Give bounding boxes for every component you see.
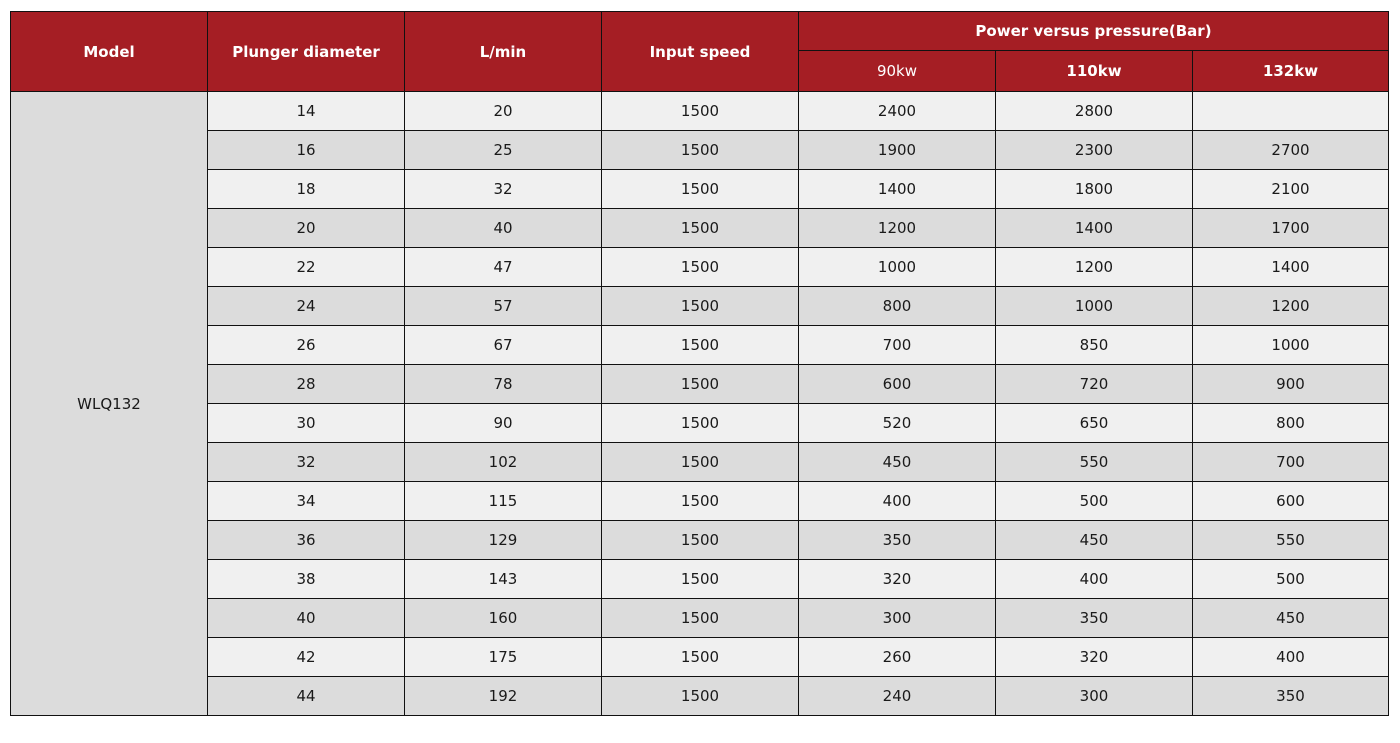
- power-90kw-cell: 450: [799, 443, 996, 482]
- plunger-diameter-cell: 38: [208, 560, 405, 599]
- power-110kw-cell: 1200: [996, 248, 1193, 287]
- power-110kw-cell: 320: [996, 638, 1193, 677]
- input-speed-cell: 1500: [602, 365, 799, 404]
- flow-cell: 20: [405, 92, 602, 131]
- table-row: [11, 170, 1389, 209]
- flow-cell: 160: [405, 599, 602, 638]
- header-plunger-diameter: Plunger diameter: [208, 12, 405, 92]
- input-speed-cell: 1500: [602, 638, 799, 677]
- header-model: Model: [11, 12, 208, 92]
- table-row: [11, 638, 1389, 677]
- power-132kw-cell: 550: [1193, 521, 1389, 560]
- header-power-90kw: 90kw: [799, 51, 996, 92]
- flow-cell: 90: [405, 404, 602, 443]
- plunger-diameter-cell: 28: [208, 365, 405, 404]
- flow-cell: 78: [405, 365, 602, 404]
- power-110kw-cell: 720: [996, 365, 1193, 404]
- power-110kw-cell: 2300: [996, 131, 1193, 170]
- power-90kw-cell: 240: [799, 677, 996, 716]
- header-flow: L/min: [405, 12, 602, 92]
- plunger-diameter-cell: 22: [208, 248, 405, 287]
- input-speed-cell: 1500: [602, 248, 799, 287]
- plunger-diameter-cell: 30: [208, 404, 405, 443]
- power-110kw-cell: 1000: [996, 287, 1193, 326]
- table-row: [11, 131, 1389, 170]
- power-110kw-cell: 850: [996, 326, 1193, 365]
- header-power-group: Power versus pressure(Bar): [799, 12, 1389, 51]
- pump-spec-table: [10, 11, 1389, 716]
- table-row: [11, 443, 1389, 482]
- input-speed-cell: 1500: [602, 404, 799, 443]
- power-132kw-cell: 1200: [1193, 287, 1389, 326]
- power-90kw-cell: 600: [799, 365, 996, 404]
- table-row: [11, 287, 1389, 326]
- plunger-diameter-cell: 20: [208, 209, 405, 248]
- power-132kw-cell: 800: [1193, 404, 1389, 443]
- input-speed-cell: 1500: [602, 521, 799, 560]
- table-row: [11, 248, 1389, 287]
- power-110kw-cell: 350: [996, 599, 1193, 638]
- flow-cell: 32: [405, 170, 602, 209]
- input-speed-cell: 1500: [602, 131, 799, 170]
- power-132kw-cell: 350: [1193, 677, 1389, 716]
- plunger-diameter-cell: 42: [208, 638, 405, 677]
- input-speed-cell: 1500: [602, 443, 799, 482]
- table-header: [11, 12, 1389, 92]
- model-cell: WLQ132: [11, 92, 208, 716]
- power-90kw-cell: 1900: [799, 131, 996, 170]
- power-110kw-cell: 1800: [996, 170, 1193, 209]
- power-110kw-cell: 2800: [996, 92, 1193, 131]
- plunger-diameter-cell: 26: [208, 326, 405, 365]
- power-90kw-cell: 1000: [799, 248, 996, 287]
- power-132kw-cell: 2100: [1193, 170, 1389, 209]
- power-110kw-cell: 650: [996, 404, 1193, 443]
- plunger-diameter-cell: 24: [208, 287, 405, 326]
- power-132kw-cell: 1000: [1193, 326, 1389, 365]
- input-speed-cell: 1500: [602, 326, 799, 365]
- power-132kw-cell: [1193, 92, 1389, 131]
- plunger-diameter-cell: 44: [208, 677, 405, 716]
- power-90kw-cell: 2400: [799, 92, 996, 131]
- input-speed-cell: 1500: [602, 170, 799, 209]
- power-132kw-cell: 700: [1193, 443, 1389, 482]
- flow-cell: 67: [405, 326, 602, 365]
- header-power-132kw: 132kw: [1193, 51, 1389, 92]
- flow-cell: 40: [405, 209, 602, 248]
- input-speed-cell: 1500: [602, 92, 799, 131]
- power-90kw-cell: 800: [799, 287, 996, 326]
- power-110kw-cell: 450: [996, 521, 1193, 560]
- plunger-diameter-cell: 16: [208, 131, 405, 170]
- table-row: [11, 521, 1389, 560]
- plunger-diameter-cell: 34: [208, 482, 405, 521]
- power-110kw-cell: 550: [996, 443, 1193, 482]
- power-90kw-cell: 300: [799, 599, 996, 638]
- power-132kw-cell: 1400: [1193, 248, 1389, 287]
- plunger-diameter-cell: 14: [208, 92, 405, 131]
- flow-cell: 25: [405, 131, 602, 170]
- table-row: [11, 92, 1389, 131]
- header-input-speed: Input speed: [602, 12, 799, 92]
- flow-cell: 115: [405, 482, 602, 521]
- power-132kw-cell: 900: [1193, 365, 1389, 404]
- header-power-110kw: 110kw: [996, 51, 1193, 92]
- power-132kw-cell: 500: [1193, 560, 1389, 599]
- power-132kw-cell: 600: [1193, 482, 1389, 521]
- input-speed-cell: 1500: [602, 599, 799, 638]
- power-90kw-cell: 1200: [799, 209, 996, 248]
- input-speed-cell: 1500: [602, 677, 799, 716]
- table-row: [11, 560, 1389, 599]
- power-90kw-cell: 1400: [799, 170, 996, 209]
- power-132kw-cell: 1700: [1193, 209, 1389, 248]
- flow-cell: 57: [405, 287, 602, 326]
- flow-cell: 192: [405, 677, 602, 716]
- power-90kw-cell: 700: [799, 326, 996, 365]
- power-90kw-cell: 350: [799, 521, 996, 560]
- input-speed-cell: 1500: [602, 209, 799, 248]
- table-row: [11, 326, 1389, 365]
- table-row: [11, 482, 1389, 521]
- power-110kw-cell: 500: [996, 482, 1193, 521]
- power-90kw-cell: 400: [799, 482, 996, 521]
- plunger-diameter-cell: 32: [208, 443, 405, 482]
- table-row: [11, 365, 1389, 404]
- plunger-diameter-cell: 40: [208, 599, 405, 638]
- power-110kw-cell: 400: [996, 560, 1193, 599]
- flow-cell: 47: [405, 248, 602, 287]
- power-90kw-cell: 260: [799, 638, 996, 677]
- table-row: [11, 404, 1389, 443]
- plunger-diameter-cell: 18: [208, 170, 405, 209]
- power-110kw-cell: 1400: [996, 209, 1193, 248]
- input-speed-cell: 1500: [602, 287, 799, 326]
- flow-cell: 143: [405, 560, 602, 599]
- table-body: [11, 92, 1389, 716]
- flow-cell: 102: [405, 443, 602, 482]
- power-90kw-cell: 520: [799, 404, 996, 443]
- power-110kw-cell: 300: [996, 677, 1193, 716]
- power-90kw-cell: 320: [799, 560, 996, 599]
- table-row: [11, 599, 1389, 638]
- input-speed-cell: 1500: [602, 560, 799, 599]
- power-132kw-cell: 400: [1193, 638, 1389, 677]
- input-speed-cell: 1500: [602, 482, 799, 521]
- power-132kw-cell: 2700: [1193, 131, 1389, 170]
- plunger-diameter-cell: 36: [208, 521, 405, 560]
- flow-cell: 129: [405, 521, 602, 560]
- table-row: [11, 677, 1389, 716]
- table-row: [11, 209, 1389, 248]
- power-132kw-cell: 450: [1193, 599, 1389, 638]
- flow-cell: 175: [405, 638, 602, 677]
